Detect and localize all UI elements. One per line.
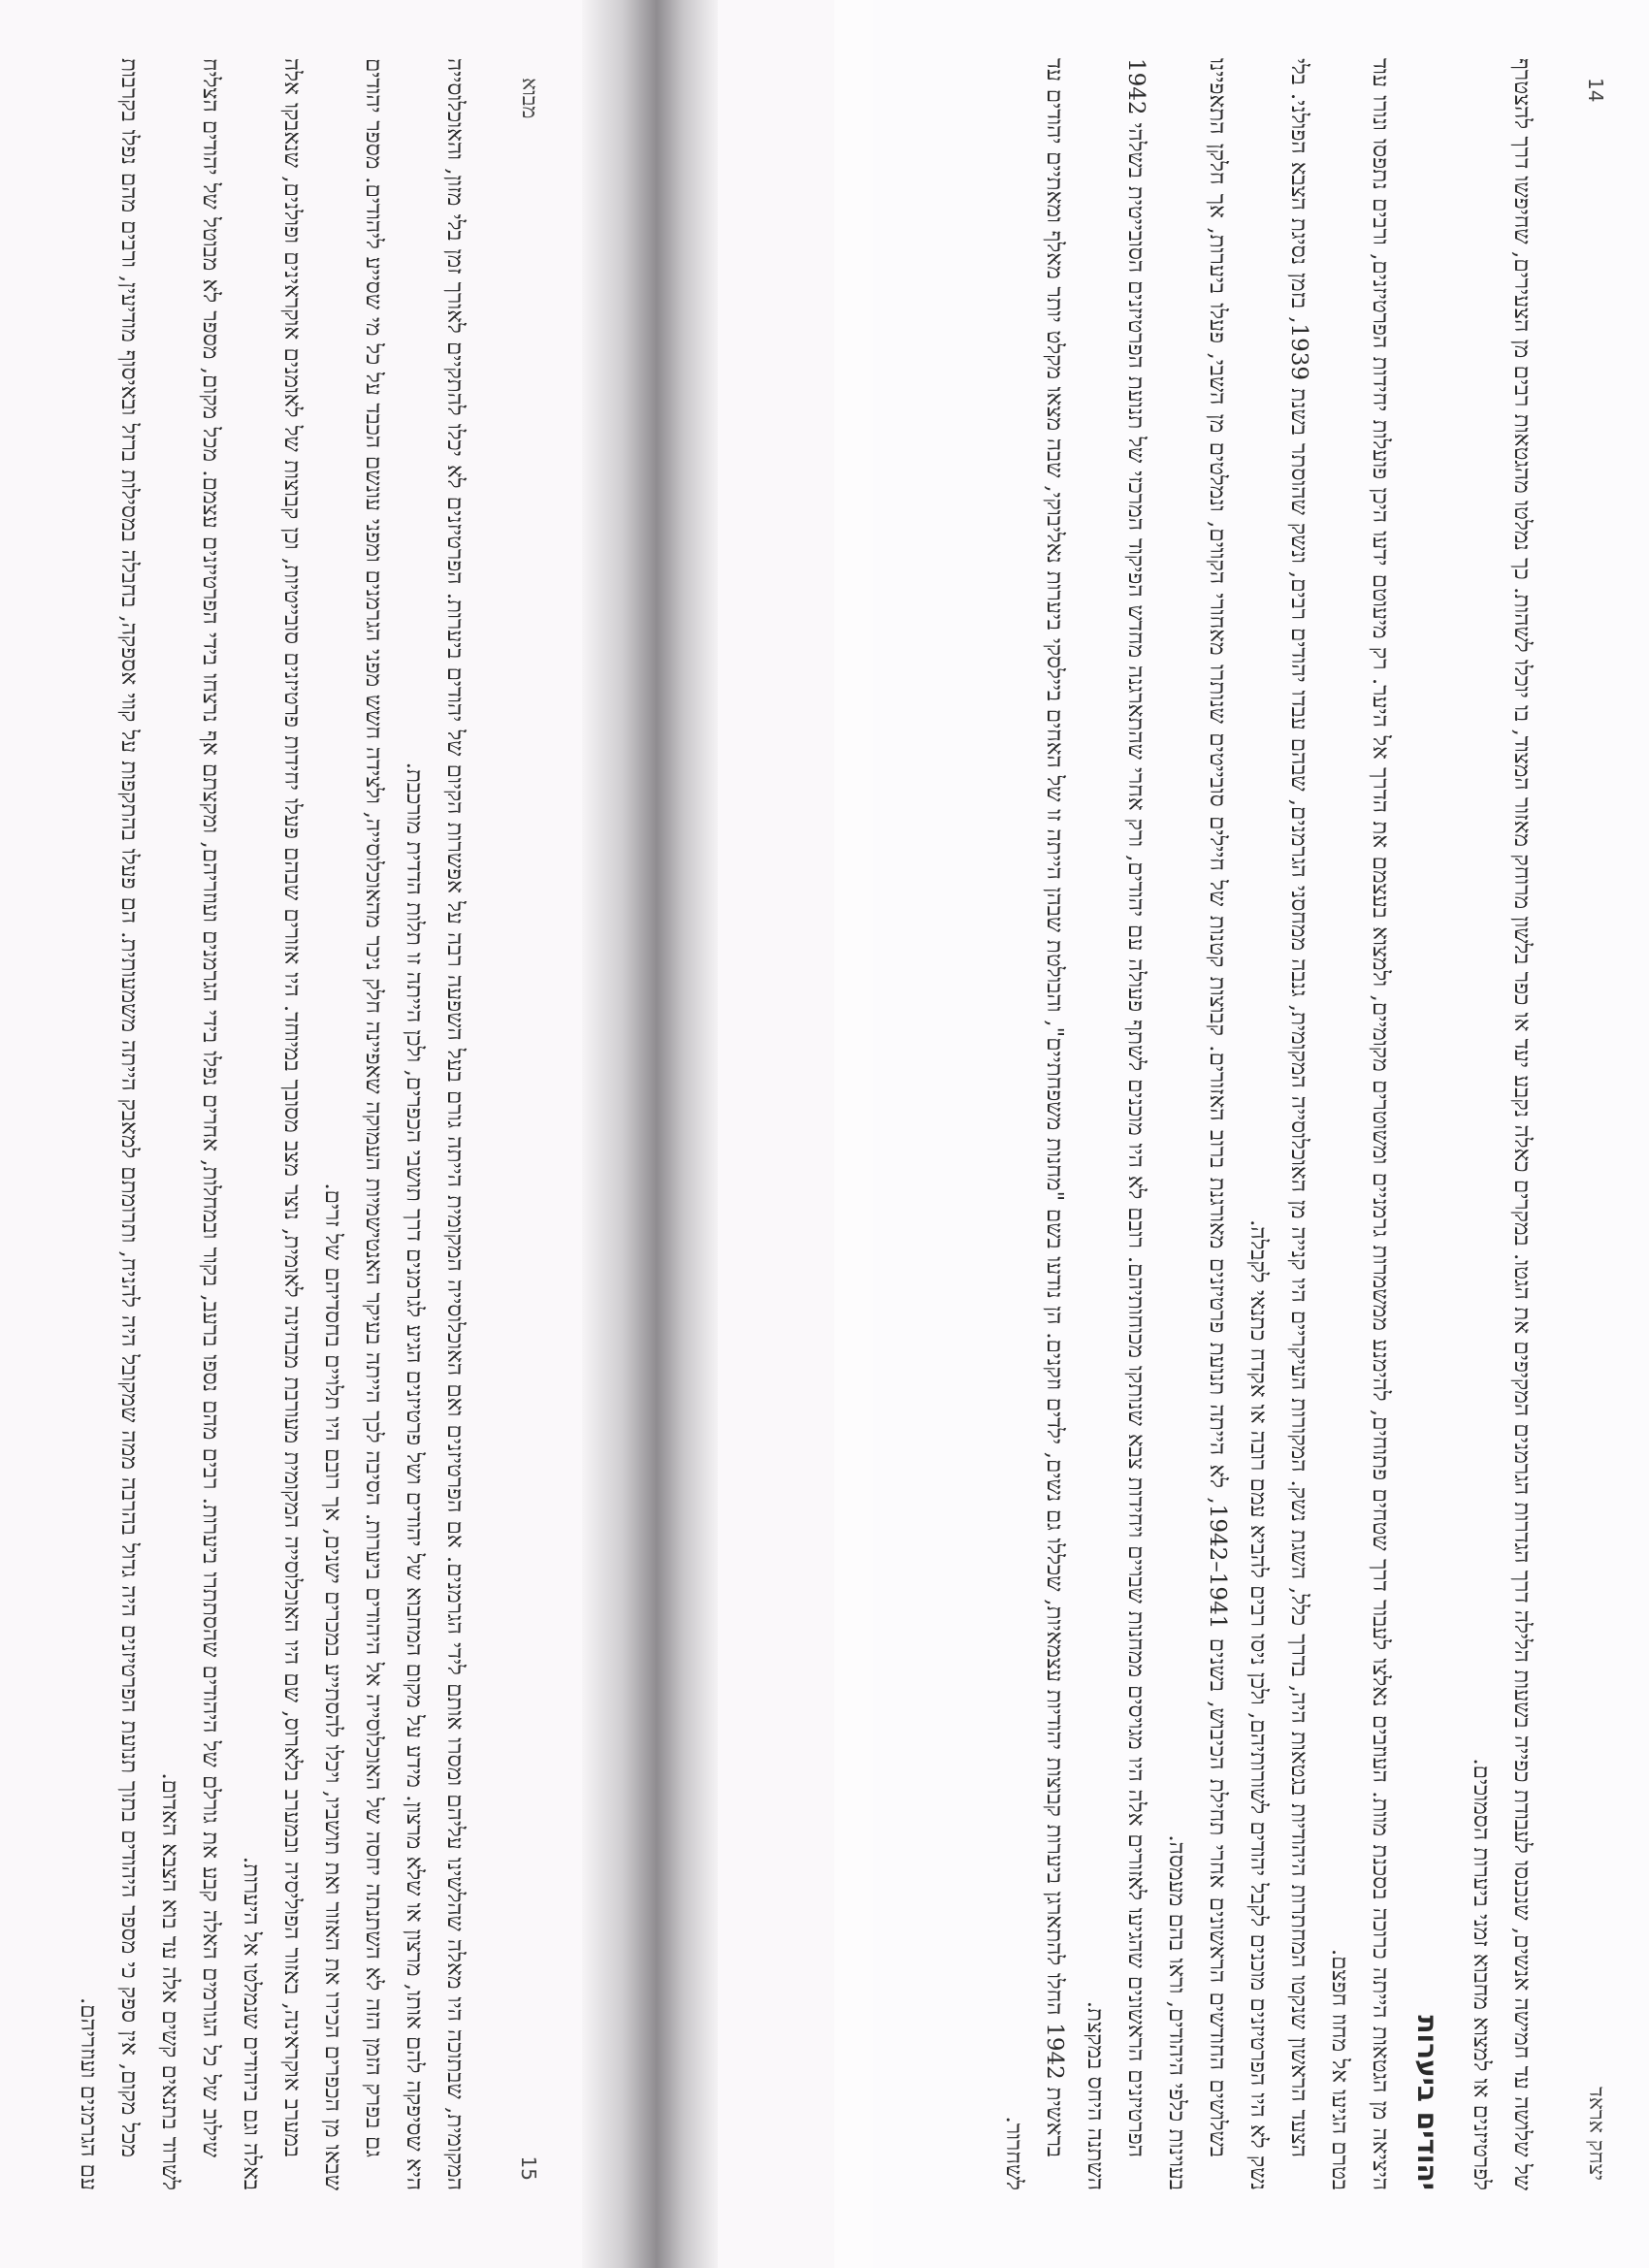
- right-page: [873, 0, 1649, 2268]
- paragraph: בראשית 1942 החלו להתארגן ביערות קבוצות יהודיות עצמאיות, שכללו גם נשים, ילדים וזקנים. הן נודעו בשם "מחנות משפחתיים", והבולטת שבהן הייתה זו של האחים ביילסקי ביערות נאליבוקי, שבה מצאו מקלט יותר מאלף ומאתיים יהודים עד לשחרור.: [1001, 58, 1067, 2190]
- paragraph: שילוב של כל הגורמים האלה קבע את גורלם של היהודים שהסתתרו ביערות. רבים מהם נספו ברעב, בקור ובמחלות, אחרים נפלו בידי הגרמנים ועוזריהם, ומקצתם אף נרצחו בידי הפרטיזנים עצמם. מכל מקום, מספר לא מבוטל של יהודים הצליח לשרוד בתנאים קשים אלה עד בוא הצבא האדום.: [157, 58, 223, 2190]
- paragraph: היציאה מן הגטאות הייתה כרוכה בסכנת מוות. העוזבים נאלצו לעבור דרך שטחים פתוחים, להימנע ממשמרות גרמניים ומשוטרים מקומיים, ולמצוא בעצמם את הדרך אל היער. רק מיעוטם ידעו היכן פועלות יחידות הפרטיזנים, ורבים נתפסו ונורו עוד בטרם הגיעו אל מחוז חפצם.: [1327, 58, 1393, 2190]
- paragraph: בשלושים החודשים הראשונים אחרי תחילת הכיבוש, בשנים 1941–1942, לא הייתה תנועת פרטיזנים מאורגנת ברוב האזורים. קבוצות קטנות של חיילים סובייטים שנותרו מאחורי הקווים, ונמלטים מן השבי, פעלו ביערות, אך חלקן התאפיינו בעוינות כלפי היהודים, וראו בהם מעמסה.: [1164, 58, 1230, 2190]
- paragraph: מכל מקום, אין ספק כי מספר היהודים בתוך תנועת הפרטיזנים היה גדול בהרבה ממה שמקובל היה להניח, ותרומתם למאבק הייתה משמעותית. הם פעלו בהתקפות על קווי אספקה, בחבלה במסילות ברזל ובאיסוף מודיעין, ורבים מהם נפלו בקרבות עם הגרמנים ועוזריהם.: [76, 58, 142, 2190]
- paragraph: במערב אוקראינה, באזור הפוליסיה ובמערב בלארוס, שם היו האוכלוסייה המקומית מעורבת מבחינה לאומית, נוצר מצב מסובך במיוחד. היו אזורים שבהם פעלו יחידות פרטיזנים סובייטיות, וכן קבוצות של לאומנים אוקראינים ופולנים, שנאבקו אלה באלה וגם ביהודים שנמלטו אל היערות.: [239, 58, 305, 2190]
- running-header: יצחק אראד: [1584, 2087, 1608, 2181]
- paragraph: הפרטיזנים הראשונים שהגיעו לאזורים אלה היו מגויסים ממחנות שבויים ויחידות צבא שנותקו מכוחותיהם. רובם לא היו מוכנים לשתף פעולה עם יהודים, ורק אחרי שהתארגנה מחדש הפיקוד המרכזי של תנועת הפרטיזנים הסובייטית בשלהי 1942 השתנה היחס במקצת.: [1083, 58, 1148, 2190]
- right-page-body: [993, 0, 1542, 2268]
- paragraph: הצעד הראשון שנקטו המחתרות היהודיות בגטאות היה, בדרך כלל, השגת נשק. המקורות העיקריים היו קנייה מן האוכלוסייה המקומית, גנבה ממחסני הגרמנים, שבהם עבדו יהודים רבים, ונשק שהוסתר בשנת 1939, בזמן נסיגת הצבא הפולני. בלי נשק לא היו הפרטיזנים מוכנים לקבל יהודים לשורותיהם, ולכן ניסו רבים להביא עמם רובה או אקדח כתנאי לקבלה.: [1245, 58, 1311, 2190]
- page-number: 15: [517, 2155, 540, 2181]
- book-gutter-shadow: [582, 0, 718, 2268]
- running-header: מבוא: [517, 78, 541, 119]
- page-number: 14: [1584, 78, 1607, 103]
- left-page-text-block: [0, 0, 582, 2268]
- left-page-header: [475, 0, 582, 2268]
- right-page-header: [1542, 0, 1649, 2268]
- paragraph: המקומית, שבתוכה היו מאלה שהלשינו עליהם ומסרו אותם לידי הגרמנים. אם הפרטיזנים ואם האוכלוסייה המקומית הייתה גורם בעל השפעה רבה על אפשרות הקיום של יהודים ביערות. הפרטיזנים לא יכלו להתקיים לאורך זמן בלי מזון, והאוכלוסייה היא שסיפקה להם אותו, מרצון או שלא מרצון. מידע על מקום המחבוא של יהודים ושל פרטיזנים הגיע לגרמנים דרך תושבי הכפרים, ולכן הייתה זו תלות הדדית מורכבת.: [402, 58, 468, 2190]
- left-page-body: [68, 0, 475, 2268]
- right-page-text-block: [873, 0, 1649, 2268]
- paragraph: גם בפרק הזמן הזה לא השתנתה יחסה של האוכלוסייה אל היהודים ביערות. הסיבה לכך הייתה בעיקר האנטישמיות העמוקה שאפיינה חלק ניכר מהאוכלוסייה, ולצידה חשש מפני הגרמנים ומפני עונשם הכבד על כל מי שסייע ליהודים. מספר יהודים שבאו מן הכפרים הכירו את האזור ואת תושביו, ויכלו להסתייע במכרים ישנים, אך רובם היו תלויים בחסדיהם של זרים.: [320, 58, 386, 2190]
- section-heading: יהודים ביערות: [1411, 2015, 1443, 2190]
- paragraph: של שלושה עד חמישה אנשים, שנכנסו לעבודת כפייה בשעות הלילה דרך הגדרות הגרמנים המקיפים את הגטו. במקרים כאלה נקבע יעד או כפר בלשון מרוחק מאזור המצוד, בו יוכלו לשהות. כך נמלטו מהגטאות רבים מן הצעירים, שחיפשו דרך להצטרף לפרטיזנים או למצוא מחבוא זמני ביערות הסמוכים.: [1469, 58, 1535, 2190]
